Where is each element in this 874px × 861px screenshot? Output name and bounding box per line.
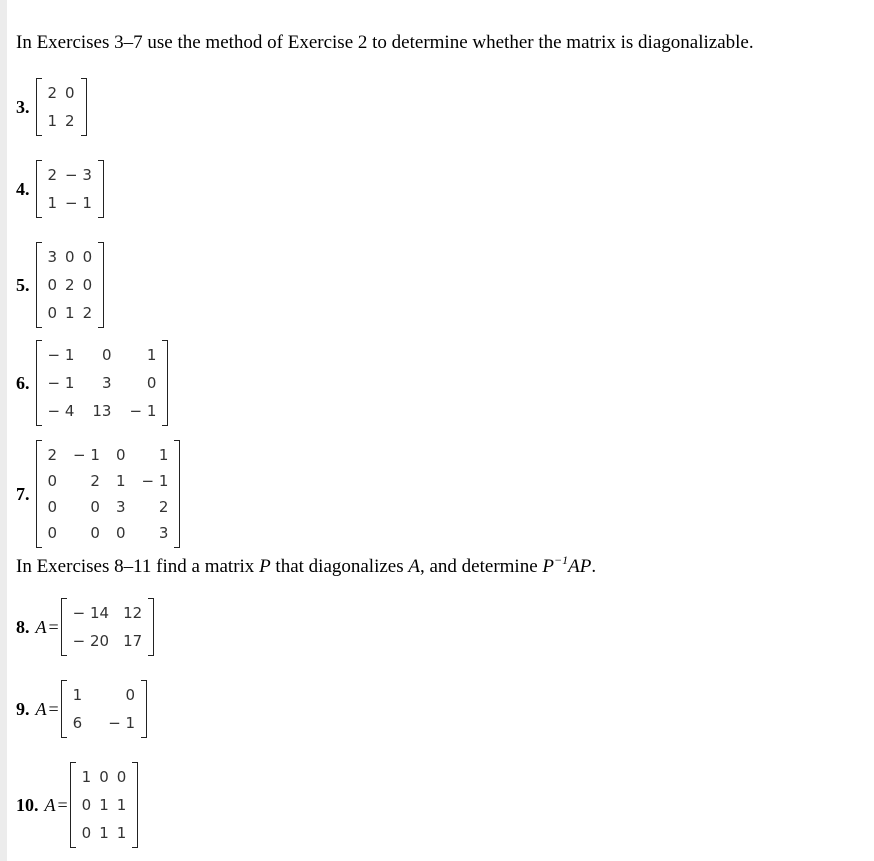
matrix-cell: − 3 [65,166,92,184]
matrix-cell: 1 [99,824,109,842]
matrix-cell: 0 [101,346,112,364]
matrix-cell: 0 [47,276,58,294]
exercise-number: 5. [16,274,30,295]
matrix-variable: A [35,616,47,637]
matrix-cell: 0 [90,498,100,516]
matrix-cell: 13 [92,402,112,420]
equals-sign: = [57,794,68,815]
matrix-cell: 0 [47,498,58,516]
heading-prefix: In Exercises 8–11 find a matrix [16,556,260,577]
heading-exercises-8-11 [16,553,596,578]
matrix-cell: 1 [47,112,58,130]
matrix-cell: − 4 [47,402,75,420]
exercise-4 [16,160,104,218]
matrix [61,598,155,656]
matrix-cell: 0 [82,248,93,266]
exercise-number: 3. [16,96,30,117]
exercise-number: 9. [16,698,30,719]
heading-exercises-3-7 [16,32,754,54]
matrix-cell: − 1 [129,402,157,420]
matrix-cell: − 1 [47,374,75,392]
matrix-cell: 12 [123,604,143,622]
matrix-cell: 2 [158,498,169,516]
matrix-cell: − 1 [65,194,92,212]
matrix-cell: 2 [47,446,58,464]
matrix-cell: − 1 [141,472,169,490]
matrix-cell: 3 [158,524,169,542]
equals-sign: = [48,616,59,637]
exercise-number: 6. [16,372,30,393]
matrix-variable: A [35,698,47,719]
p-inverse-ap-expression [542,553,592,577]
matrix [36,78,87,136]
matrix-cell: 3 [47,248,58,266]
matrix-cell: 1 [116,824,127,842]
matrix-cell: 3 [101,374,112,392]
expr-ap: AP [568,556,592,577]
matrix-cell: 0 [115,446,126,464]
matrix [36,160,104,218]
matrix-cell: 1 [99,796,109,814]
equals-sign: = [48,698,59,719]
page-edge [0,0,7,861]
heading-var-p: P [259,556,271,577]
matrix-cell: 0 [65,248,75,266]
matrix-cell: 2 [47,84,58,102]
matrix-cell: 1 [65,304,75,322]
matrix-cell: 0 [81,824,92,842]
matrix-cell: 1 [115,472,126,490]
matrix-cell: 0 [115,524,126,542]
heading-suffix: , and determine [420,556,543,577]
matrix-cell: 1 [72,686,83,704]
matrix-cell: 1 [146,346,157,364]
matrix-cell: 1 [116,796,127,814]
exercise-8 [16,598,154,656]
matrix [70,762,139,848]
matrix-cell: − 1 [108,714,136,732]
matrix-cell: 0 [125,686,136,704]
matrix [61,680,147,738]
matrix [36,340,169,426]
heading-var-a: A [408,556,420,577]
matrix-cell: − 14 [72,604,110,622]
matrix-cell: 0 [47,472,58,490]
exercise-9 [16,680,147,738]
exercise-number: 7. [16,483,30,504]
matrix-cell: 2 [90,472,100,490]
matrix-cell: − 20 [72,632,110,650]
matrix-cell: 6 [72,714,83,732]
matrix-variable: A [44,794,56,815]
matrix-cell: 0 [90,524,100,542]
matrix-cell: 0 [82,276,93,294]
matrix-cell: 1 [81,768,92,786]
matrix-cell: 2 [47,166,58,184]
matrix-cell: 0 [65,84,75,102]
matrix [36,242,105,328]
expr-p: P [542,556,555,577]
heading-text: In Exercises 3–7 use the method of Exercise 2 to determine whether the matrix is diagonalizable. [16,32,754,53]
exercise-number: 8. [16,616,30,637]
exercise-10 [16,762,138,848]
exercise-5 [16,242,104,328]
matrix-cell: 0 [146,374,157,392]
matrix-cell: 2 [65,276,75,294]
exercise-6 [16,340,168,426]
matrix-cell: 0 [47,524,58,542]
exercise-number: 10. [16,794,39,815]
matrix-cell: 2 [65,112,75,130]
matrix-cell: 1 [47,194,58,212]
exercise-7 [16,440,180,548]
matrix-cell: 0 [116,768,127,786]
matrix-cell: 2 [82,304,93,322]
exercise-number: 4. [16,178,30,199]
heading-middle: that diagonalizes [270,556,409,577]
matrix-cell: 0 [99,768,109,786]
exercise-3 [16,78,87,136]
matrix-cell: 0 [47,304,58,322]
matrix-cell: 0 [81,796,92,814]
matrix-cell: 3 [115,498,126,516]
matrix-cell: − 1 [47,346,75,364]
matrix-cell: 1 [158,446,169,464]
matrix-cell: − 1 [73,446,100,464]
expr-superscript: −1 [554,553,569,567]
heading-end: . [591,556,597,577]
matrix-cell: 17 [123,632,143,650]
matrix [36,440,181,548]
